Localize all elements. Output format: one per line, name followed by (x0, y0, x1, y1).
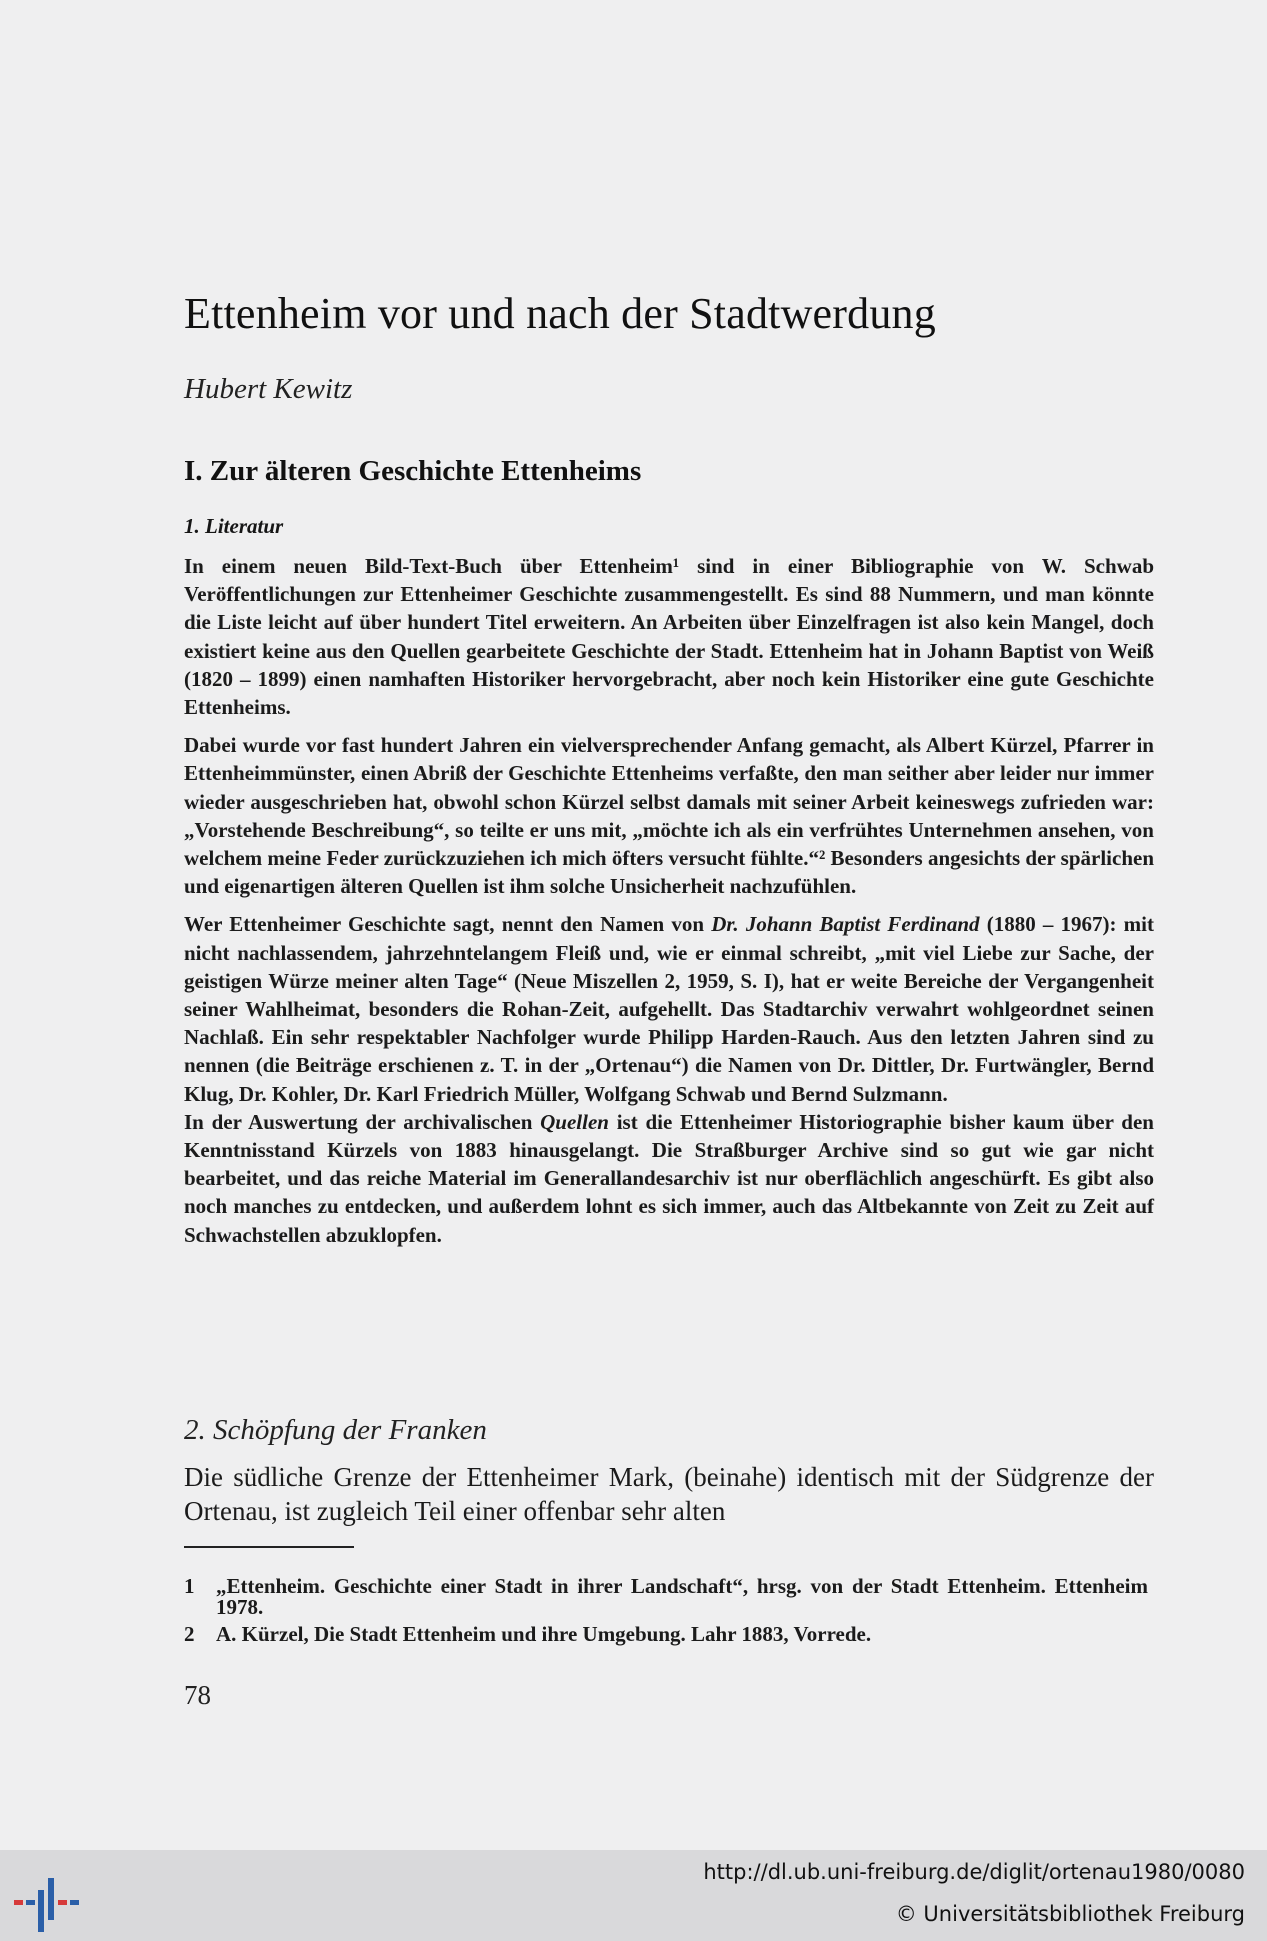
viewer-footer-bar (0, 1850, 1267, 1941)
section-heading: I. Zur älteren Geschichte Ettenheims (184, 455, 642, 487)
ub-freiburg-logo-icon[interactable] (14, 1876, 84, 1936)
paragraph-5: Die südliche Grenze der Ettenheimer Mark, (beinahe) identisch mit der Südgrenze der Ortenau, ist zugleich Teil einer offenbar sehr alten (184, 1462, 1154, 1526)
paragraph-3 (184, 910, 1154, 1107)
subsection-heading-franken: 2. Schöpfung der Franken (184, 1414, 487, 1446)
paragraph-4-text-a: In der Auswertung der archivalischen (184, 1109, 541, 1134)
footnote-text: „Ettenheim. Geschichte einer Stadt in ihrer Landschaft“, hrsg. von der Stadt Ettenheim. Ettenheim 1978. (216, 1574, 1148, 1619)
subsection-heading-literatur: 1. Literatur (184, 514, 284, 538)
paragraph-2: Dabei wurde vor fast hundert Jahren ein vielversprechender Anfang gemacht, als Albert Kürzel, Pfarrer in Ettenheimmünster, einen Abriß der Geschichte Ettenheims verfaßte, den man seither aber leider nur immer wieder ausgeschrieben hat, obwohl schon Kürzel selbst damals mit seiner Arbeit keineswegs zufrieden war: „Vorstehende Beschreibung“, so teilte er uns mit, „möchte ich als ein verfrühtes Unternehmen ansehen, von welchem meine Feder zurückzuziehen ich mich öfters versucht fühlte.“² Besonders angesichts der spärlichen und eigenartigen älteren Quellen ist ihm solche Unsicherheit nachzufühlen. (184, 733, 1154, 899)
copyright-notice: © Universitätsbibliothek Freiburg (895, 1902, 1245, 1926)
paragraph-4-italic-quellen: Quellen (540, 1109, 609, 1134)
article-author: Hubert Kewitz (184, 373, 353, 405)
footnote-divider (184, 1546, 354, 1548)
paragraph-3-text-a: Wer Ettenheimer Geschichte sagt, nennt den Namen von (184, 912, 712, 937)
bleed-through-top (184, 140, 1184, 260)
footnote-number: 1 (184, 1574, 195, 1598)
permalink-url[interactable]: http://dl.ub.uni-freiburg.de/diglit/ortenau1980/0080 (703, 1860, 1245, 1884)
footnote-1 (184, 1576, 1148, 1618)
page-number: 78 (184, 1680, 211, 1710)
footnotes (184, 1576, 1148, 1651)
footnote-text: A. Kürzel, Die Stadt Ettenheim und ihre Umgebung. Lahr 1883, Vorrede. (216, 1622, 872, 1646)
footnote-number: 2 (184, 1622, 195, 1646)
paragraph-3-italic-name: Dr. Johann Baptist Ferdinand (711, 912, 980, 937)
article-title: Ettenheim vor und nach der Stadtwerdung (184, 289, 936, 338)
paragraph-3-text-b: (1880 – 1967): mit nicht nachlassendem, jahrzehntelangem Fleiß und, wie er einmal schreibt, „mit viel Liebe zur Sache, der geistigen Würze meiner alten Tage“ (Neue Miszellen 2, 1959, S. I), hat er weite Bereiche der Vergangenheit seiner Wahlheimat, besonders die Rohan-Zeit, aufgehellt. Das Stadtarchiv verwahrt wohlgeordnet seinen Nachlaß. Ein sehr respektabler Nachfolger wurde Philipp Harden-Rauch. Aus den letzten Jahren sind zu nennen (die Beiträge erschienen z. T. in der „Ortenau“) die Namen von Dr. Dittler, Dr. Furtwängler, Bernd Klug, Dr. Kohler, Dr. Karl Friedrich Müller, Wolfgang Schwab und Bernd Sulzmann. (184, 912, 1155, 1106)
paragraph-4 (184, 1108, 1154, 1249)
footnote-2 (184, 1624, 1148, 1645)
paragraph-4-text-b: ist die Ettenheimer Historiographie bisher kaum über den Kenntnisstand Kürzels von 1883 hinausgelangt. Die Straßburger Archive sind so gut wie gar nicht bearbeitet, und das reiche Material im Generallandesarchiv ist nur oberflächlich angeschürft. Es gibt also noch manches zu entdecken, und außerdem lohnt es sich immer, auch das Altbekannte von Zeit zu Zeit auf Schwachstellen abzuklopfen. (184, 1109, 1154, 1247)
paragraph-1: In einem neuen Bild-Text-Buch über Ettenheim¹ sind in einer Bibliographie von W. Schwab Veröffentlichungen zur Ettenheimer Geschichte zusammengestellt. Es sind 88 Nummern, und man könnte die Liste leicht auf über hundert Titel erweitern. An Arbeiten über Einzelfragen ist also kein Mangel, doch existiert keine aus den Quellen gearbeitete Geschichte der Stadt. Ettenheim hat in Johann Baptist von Weiß (1820 – 1899) einen namhaften Historiker hervorgebracht, aber noch kein Historiker eine gute Geschichte Ettenheims. (184, 554, 1154, 720)
article-body (184, 552, 1154, 1259)
